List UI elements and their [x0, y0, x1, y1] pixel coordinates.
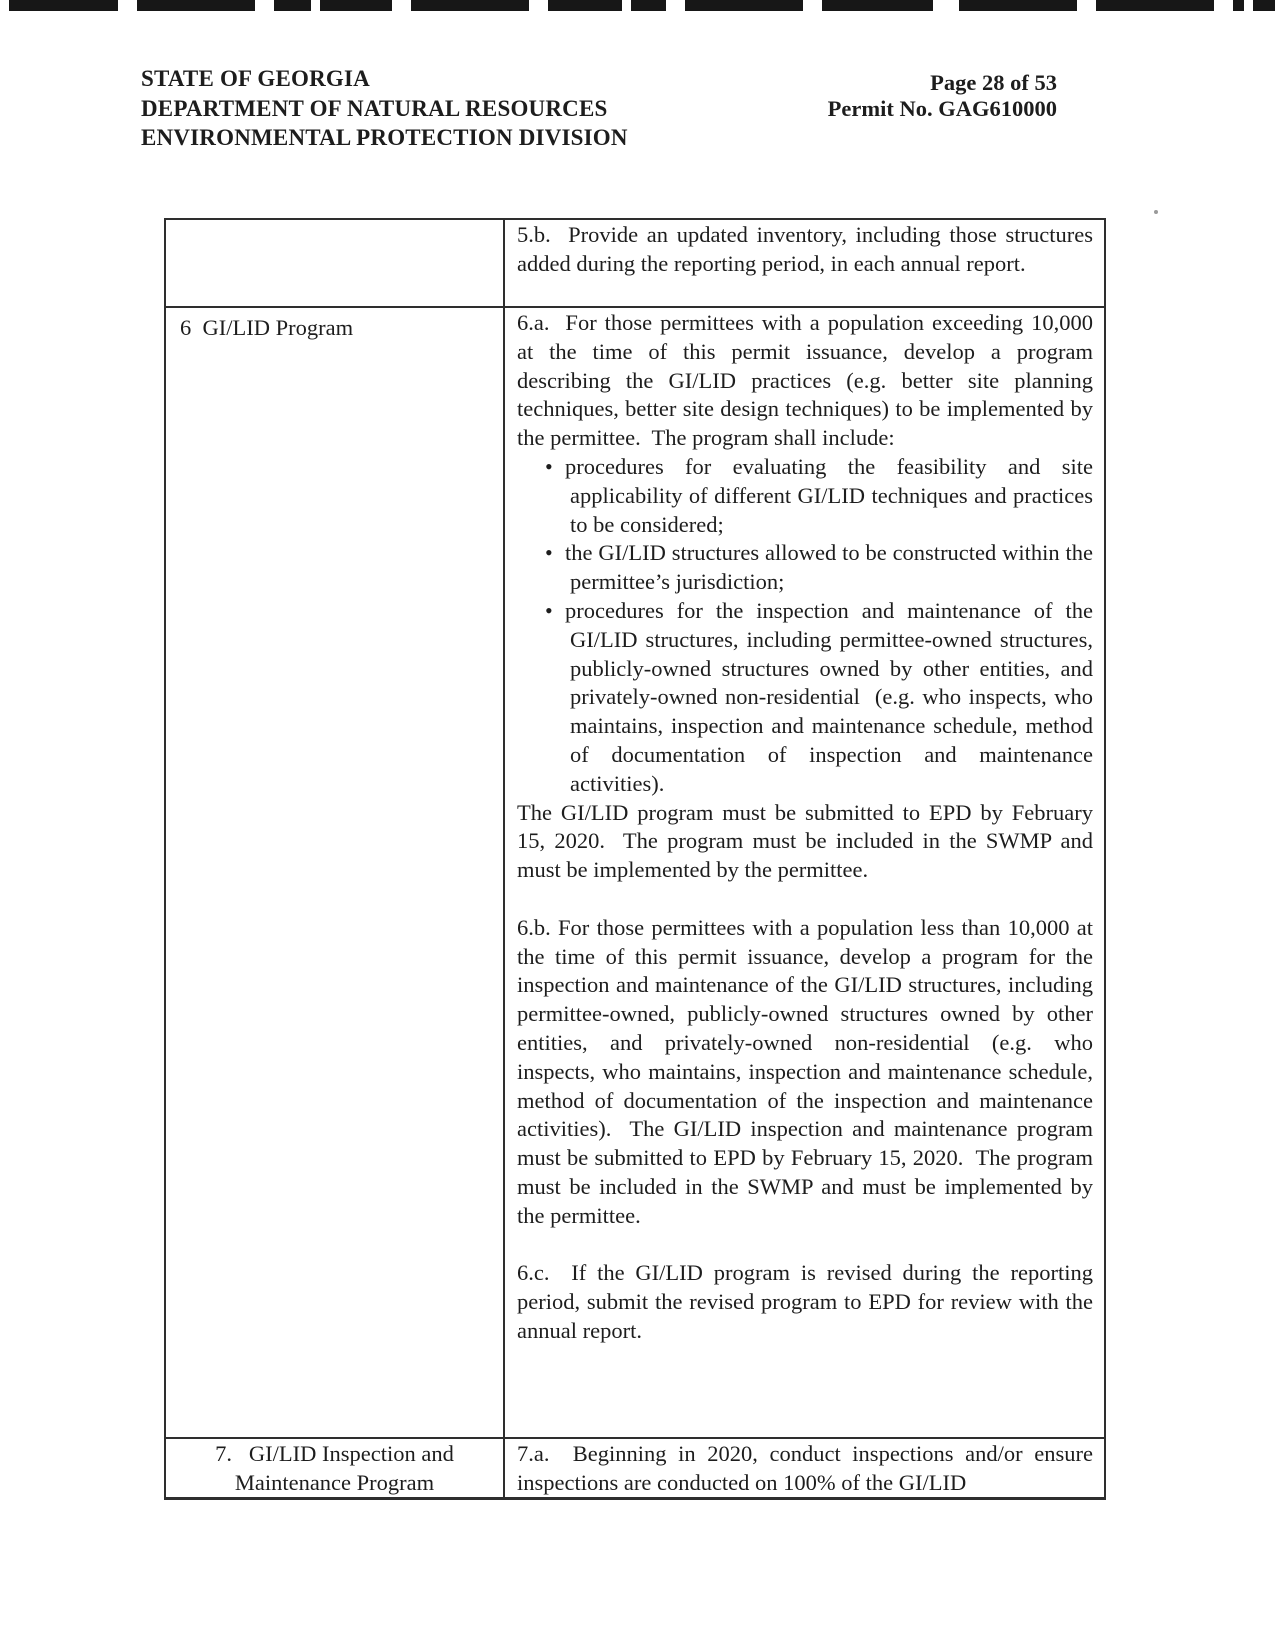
table-row1-program-cell	[166, 220, 505, 308]
header-department-line: DEPARTMENT OF NATURAL RESOURCES	[141, 95, 608, 121]
requirement-6b-text: 6.b. For those permittees with a population less than 10,000 at the time of this permit issuance, develop a program for the inspection and maintenance of the GI/LID structures, including permittee-owned, publicly-owned structures owned by other entities, and privately-owned non-residential (e.g. who inspects, who maintains, inspection and maintenance schedule, method of documentation of the inspection and maintenance activities). The GI/LID inspection and maintenance program must be submitted to EPD by February 15, 2020. The program must be included in the SWMP and must be implemented by the permittee.	[517, 914, 1093, 1228]
table-row2-program-cell	[166, 308, 505, 1439]
scan-speck-artifact	[1154, 210, 1158, 214]
requirement-6a-text: 6.a. For those permittees with a population exceeding 10,000 at the time of this permit issuance, develop a program describing the GI/LID practices (e.g. better site planning techniques, better site design techniques) to be implemented by the permittee. The program shall include:	[517, 310, 1093, 451]
permit-number-label: Permit No. GAG610000	[827, 95, 1057, 121]
requirement-6a-bullet-list	[517, 453, 1093, 799]
requirement-6c-text: 6.c. If the GI/LID program is revised during the reporting period, submit the revised program to EPD for review with the annual report.	[517, 1260, 1093, 1343]
table-row3-program-cell	[166, 1439, 505, 1498]
bullet-item: • procedures for evaluating the feasibility and site applicability of different GI/LID techniques and practices to be considered;	[570, 453, 1093, 539]
bullet-item: • procedures for the inspection and maintenance of the GI/LID structures, including permittee-owned structures, publicly-owned structures owned by other entities, and privately-owned non-residential (e.g. who inspects, who maintains, inspection and maintenance schedule, method of documentation of inspection and maintenance activities).	[570, 597, 1093, 799]
agency-header	[141, 64, 628, 153]
table-row2-requirement-cell	[505, 308, 1104, 1439]
table-row3-requirement-cell	[505, 1439, 1104, 1498]
permit-requirements-table	[164, 218, 1106, 1500]
program-7-label-line1: 7. GI/LID Inspection and	[215, 1441, 454, 1466]
page-permit-header	[828, 70, 1057, 121]
requirement-7a-text: 7.a. Beginning in 2020, conduct inspections and/or ensure inspections are conducted on 100% of the GI/LID	[517, 1441, 1093, 1495]
bullet-item: • the GI/LID structures allowed to be constructed within the permittee’s jurisdiction;	[570, 539, 1093, 597]
program-6-label: 6 GI/LID Program	[180, 315, 354, 340]
requirement-6a-submittal-text: The GI/LID program must be submitted to EPD by February 15, 2020. The program must be included in the SWMP and must be implemented by the permittee.	[517, 799, 1093, 883]
page-number-label: Page 28 of 53	[930, 70, 1057, 95]
program-7-label-line2: Maintenance Program	[234, 1469, 435, 1495]
header-division-line: ENVIRONMENTAL PROTECTION DIVISION	[141, 125, 628, 150]
requirement-5b-text: 5.b. Provide an updated inventory, including those structures added during the reporting period, in each annual report.	[517, 222, 1093, 276]
table-row1-requirement-cell	[505, 220, 1104, 308]
scan-artifact-bar	[0, 0, 1275, 11]
header-state-line: STATE OF GEORGIA	[141, 66, 370, 91]
